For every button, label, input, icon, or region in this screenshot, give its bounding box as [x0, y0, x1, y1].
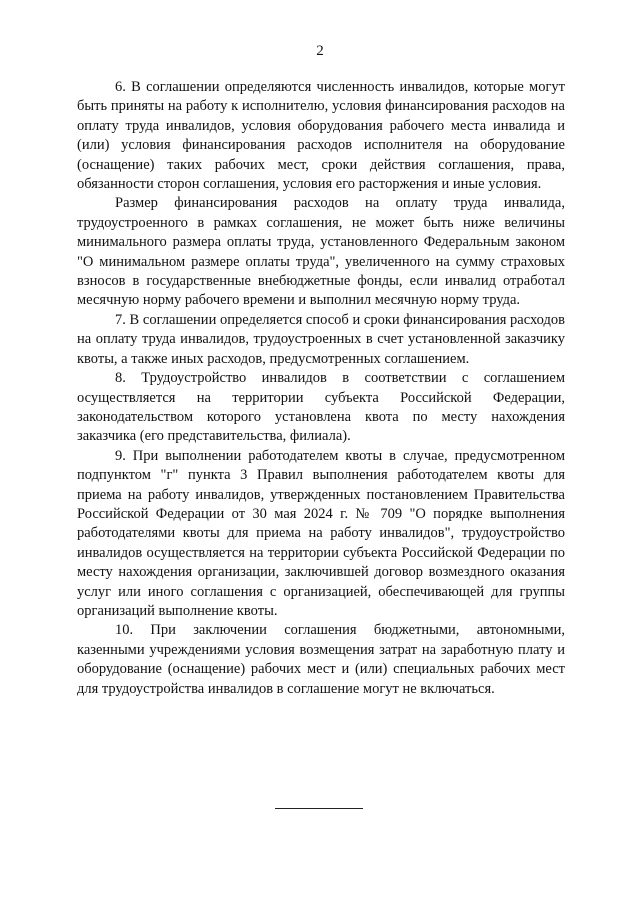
document-body: [77, 78, 565, 699]
paragraph-8: 8. Трудоустройство инвалидов в соответствии с соглашением осуществляется на территории субъекта Российской Федерации, законодательством которого установлена квота по месту нахождения заказчика (его представительства, филиала).: [77, 370, 565, 445]
paragraph-6-financing-size: Размер финансирования расходов на оплату труда инвалида, трудоустроенного в рамках соглашения, не может быть ниже величины минимального размера оплаты труда, установленного Федеральным законом "О минимальном размере оплаты труда", увеличенного на сумму страховых взносов в государственные внебюджетные фонды, если инвалид отработал месячную норму рабочего времени и выполнил месячную норму труда.: [77, 195, 565, 309]
paragraph-10: 10. При заключении соглашения бюджетными, автономными, казенными учреждениями условия возмещения затрат на заработную плату и оборудование (оснащение) рабочих мест и (или) специальных рабочих мест для трудоустройства инвалидов в соглашение могут не включаться.: [77, 622, 565, 697]
paragraph-7: 7. В соглашении определяется способ и сроки финансирования расходов на оплату труда инвалидов, трудоустроенных в счет установленной заказчику квоты, а также иных расходов, предусмотренных соглашением.: [77, 311, 565, 367]
paragraph-9: 9. При выполнении работодателем квоты в случае, предусмотренном подпунктом "г" пункта 3 Правил выполнения работодателем квоты для приема на работу инвалидов, утвержденных постановлением Правительства Российской Федерации от 30 мая 2024 г. № 709 "О порядке выполнения работодателями квоты для приема на работу инвалидов", трудоустройство инвалидов осуществляется на территории субъекта Российской Федерации по месту нахождения организации, заключившей договор возмездного оказания услуг или иного соглашения с организацией, обеспечивающей для группы организаций выполнение квоты.: [77, 447, 565, 619]
paragraph-6: 6. В соглашении определяются численность инвалидов, которые могут быть приняты на работу к исполнителю, условия финансирования расходов на оплату труда инвалидов, условия оборудования рабочего места инвалида и (или) условия финансирования расходов исполнителя на оборудование (оснащение) таких рабочих мест, сроки действия соглашения, права, обязанности сторон соглашения, условия его расторжения и иные условия.: [77, 79, 565, 193]
page-number: 2: [316, 43, 324, 59]
end-divider-line: [275, 808, 363, 809]
